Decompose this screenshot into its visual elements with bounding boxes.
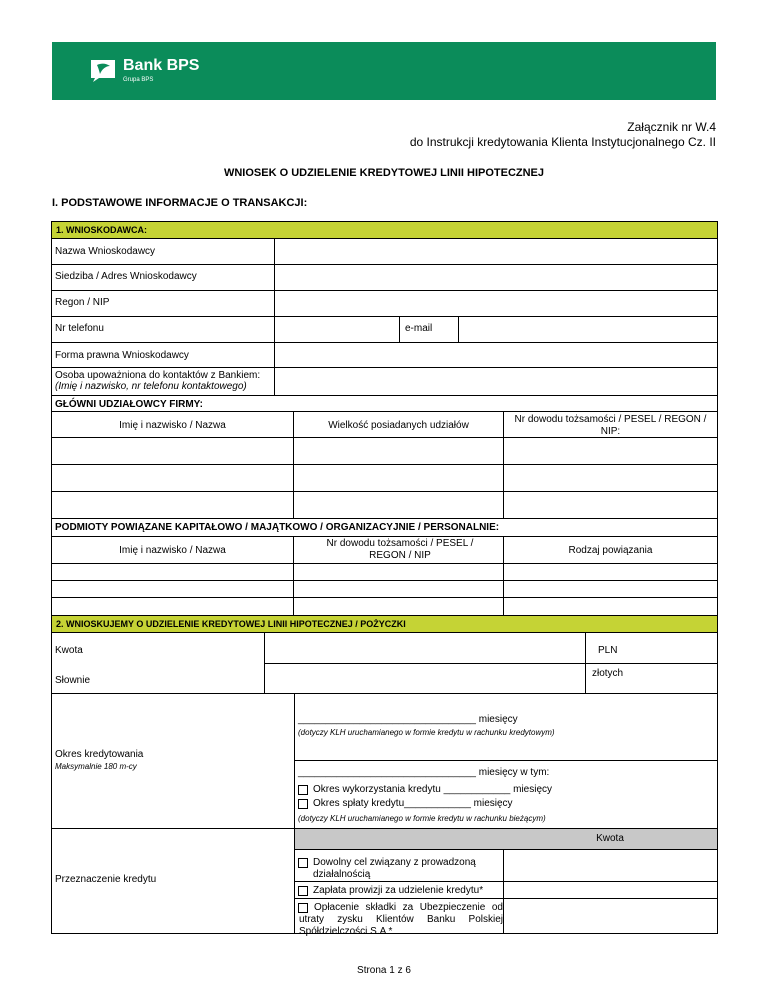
amount-label: Kwota: [55, 645, 83, 656]
annex-line-2: do Instrukcji kredytowania Klienta Instytucjonalnego Cz. II: [409, 135, 716, 149]
related-row-3[interactable]: [52, 598, 717, 615]
words-unit: złotych: [592, 668, 624, 679]
months-current-account[interactable]: ________________________________ miesięcy w tym:: [298, 767, 550, 778]
words-label: Słownie: [55, 675, 91, 686]
contact-person-field[interactable]: [275, 368, 717, 395]
applicant-phone-label: Nr telefonu: [55, 323, 104, 334]
applicant-email-field[interactable]: [459, 317, 717, 342]
applicant-regon-label: Regon / NIP: [55, 297, 110, 308]
applicant-legal-form-label: Forma prawna Wnioskodawcy: [55, 350, 189, 361]
shareholders-col-name: Imię i nazwisko / Nazwa: [119, 420, 226, 431]
related-title: PODMIOTY POWIĄZANE KAPITAŁOWO / MAJĄTKOWO / ORGANIZACYJNIE / PERSONALNIE:: [55, 522, 500, 533]
purpose-any-amount[interactable]: [504, 850, 717, 881]
purpose-commission-checkbox[interactable]: [298, 886, 308, 896]
period-hint: Maksymalnie 180 m-cy: [55, 762, 137, 771]
words-field[interactable]: [265, 664, 585, 693]
purpose-label: Przeznaczenie kredytu: [55, 874, 157, 885]
applicant-section-header: [52, 222, 717, 238]
contact-person-hint: (Imię i nazwisko, nr telefonu kontaktowego): [55, 381, 247, 392]
applicant-email-label: e-mail: [405, 323, 433, 334]
purpose-insurance-label: Opłacenie składki za Ubezpieczenie od utraty zysku Klientów Banku Polskiej Spółdzielczości S.A *: [299, 902, 503, 937]
applicant-legal-form-field[interactable]: [275, 343, 717, 367]
shareholders-col-id: Nr dowodu tożsamości / PESEL / REGON / NIP:: [514, 414, 707, 437]
contact-person-label: Osoba upoważniona do kontaktów z Bankiem:: [55, 370, 261, 381]
amount-column-label: Kwota: [596, 833, 624, 844]
annex-line-1: Załącznik nr W.4: [627, 120, 716, 134]
applicant-name-label: Nazwa Wnioskodawcy: [55, 246, 156, 257]
purpose-any-label: Dowolny cel związany z prowadzoną działalnością: [313, 857, 476, 880]
shareholders-row-3[interactable]: [52, 492, 717, 518]
group-name: Grupa BPS: [123, 77, 154, 83]
document-title: WNIOSEK O UDZIELENIE KREDYTOWEJ LINII HIPOTECZNEJ: [223, 167, 545, 179]
applicant-name-field[interactable]: [275, 239, 717, 264]
related-row-1[interactable]: [52, 564, 717, 580]
purpose-insurance-amount[interactable]: [504, 899, 717, 933]
applicant-phone-field[interactable]: [275, 317, 399, 342]
purpose-commission-amount[interactable]: [504, 882, 717, 898]
related-col-id: Nr dowodu tożsamości / PESEL / REGON / NIP: [326, 538, 474, 561]
applicant-section-title: 1. WNIOSKODAWCA:: [56, 225, 147, 235]
annex-reference: [410, 120, 716, 150]
amount-field[interactable]: [265, 633, 585, 663]
applicant-address-label: Siedziba / Adres Wnioskodawcy: [55, 271, 197, 282]
bank-logo-icon: [89, 57, 117, 83]
applicant-address-field[interactable]: [275, 265, 717, 290]
shareholders-title: GŁÓWNI UDZIAŁOWCY FIRMY:: [55, 399, 203, 410]
purpose-any-checkbox[interactable]: [298, 858, 308, 868]
header-band: [52, 42, 716, 100]
months-credit-account-note: (dotyczy KLH uruchamianego w formie kredytu w rachunku kredytowym): [298, 728, 555, 737]
related-col-type: Rodzaj powiązania: [568, 545, 653, 556]
usage-period-checkbox[interactable]: [298, 785, 308, 795]
applicant-regon-field[interactable]: [275, 291, 717, 316]
repay-period-checkbox[interactable]: [298, 799, 308, 809]
amount-column-header: [295, 829, 717, 849]
repay-period-label: Okres spłaty kredytu____________ miesięcy: [313, 798, 513, 809]
period-label: Okres kredytowania: [55, 749, 144, 760]
related-col-name: Imię i nazwisko / Nazwa: [119, 545, 226, 556]
purpose-commission-label: Zapłata prowizji za udzielenie kredytu*: [313, 885, 484, 896]
shareholders-col-shares: Wielkość posiadanych udziałów: [328, 420, 469, 431]
page-number: Strona 1 z 6: [357, 965, 411, 976]
bank-logo: [89, 57, 199, 84]
section-title: I. PODSTAWOWE INFORMACJE O TRANSAKCJI:: [52, 197, 308, 209]
shareholders-row-2[interactable]: [52, 465, 717, 491]
related-row-2[interactable]: [52, 581, 717, 597]
request-section-title: 2. WNIOSKUJEMY O UDZIELENIE KREDYTOWEJ LINII HIPOTECZNEJ / POŻYCZKI: [56, 619, 406, 629]
bank-name: Bank BPS: [123, 57, 200, 74]
months-credit-account[interactable]: ________________________________ miesięcy: [298, 714, 518, 725]
amount-currency: PLN: [598, 645, 618, 656]
months-current-account-note: (dotyczy KLH uruchamianego w formie kredytu w rachunku bieżącym): [298, 814, 546, 823]
usage-period-label: Okres wykorzystania kredytu ____________ miesięcy: [313, 784, 553, 795]
shareholders-row-1[interactable]: [52, 438, 717, 464]
